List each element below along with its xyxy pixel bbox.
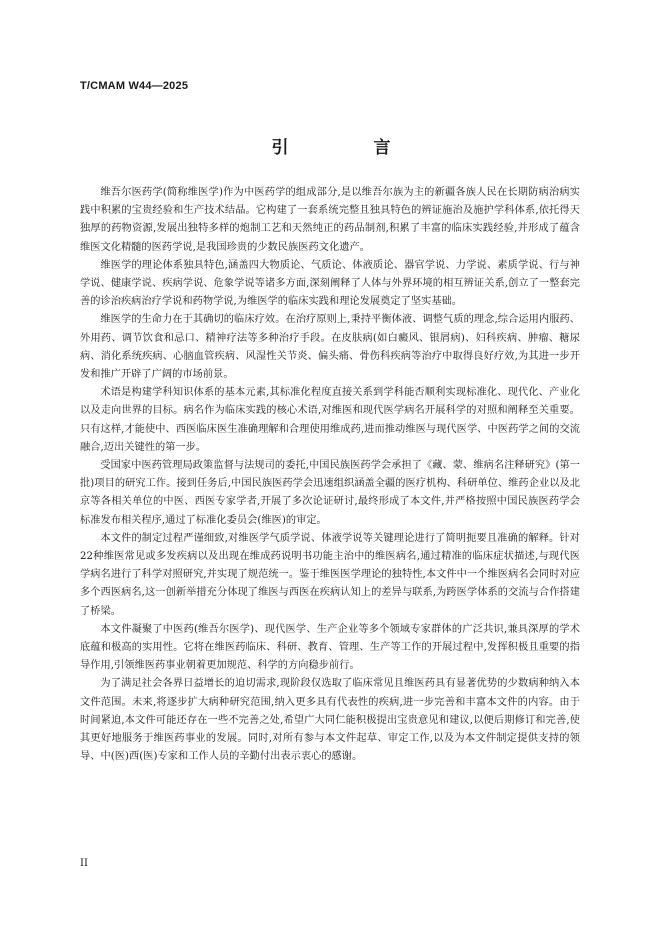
paragraph: 术语是构建学科知识体系的基本元素,其标准化程度直接关系到学科能否顺利实现标准化、现代化、产业化以及走向世界的目标。病名作为临床实践的核心术语,对维医和现代医学病名开展科学的对照和阐释至关重要。只有这样,才能使中、西医临床医生准确理解和合理使用维成药,进而推动维医与现代医学、中医药学之间的交流融合,迈出关键性的第一步。 <box>80 387 580 453</box>
paragraph: 为了满足社会各界日益增长的迫切需求,现阶段仅选取了临床常见且维医药具有显著优势的少数病种纳入本文件范围。未来,将逐步扩大病种研究范围,纳入更多具有代表性的疾病,进一步完善和丰富本文件的内容。由于时间紧迫,本文件可能还存在一些不完善之处,希望广大同仁能积极提出宝贵意见和建议,以便后期修订和完善,使其更好地服务于维医药事业的发展。同时,对所有参与本文件起草、审定工作,以及为本文件制定提供支持的领导、中(医)西(医)专家和工作人员的辛勤付出表示衷心的感谢。 <box>80 678 580 763</box>
paragraph: 本文件凝聚了中医药(维吾尔医学)、现代医学、生产企业等多个领域专家群体的广泛共识,兼具深厚的学术底蕴和极高的实用性。它将在维医药临床、科研、教育、管理、生产等工作的开展过程中,发挥积极且重要的指导作用,引领维医药事业朝着更加规范、科学的方向稳步前行。 <box>80 623 580 672</box>
standard-code: T/CMAM W44—2025 <box>80 80 189 92</box>
paragraph: 本文件的制定过程严谨细致,对维医学气质学说、体液学说等关键理论进行了简明扼要且准确的解释。针对22种维医常见或多发疾病以及出现在维成药说明书功能主治中的维医病名,通过精准的临床症状描述,与现代医学病名进行了科学对照研究,并实现了规范统一。鉴于维医医学理论的独特性,本文件中一个维医病名会同时对应多个西医病名,这一创新举措充分体现了维医与西医在疾病认知上的差异与联系,为跨医学体系的交流与合作搭建了桥梁。 <box>80 532 580 617</box>
paragraph: 维医学的理论体系独具特色,涵盖四大物质论、气质论、体液质论、器官学说、力学说、素质学说、行与神学说、健康学说、疾病学说、危象学说等诸多方面,深刻阐释了人体与外界环境的相互辨证关系,创立了一整套完善的诊治疾病治疗学说和药物学说,为维医学的临床实践和理论发展奠定了坚实基础。 <box>80 259 580 308</box>
page-number: II <box>80 858 88 869</box>
body-text <box>80 184 580 767</box>
page-title: 引 言 <box>271 138 425 158</box>
paragraph: 维医学的生命力在于其确切的临床疗效。在治疗原则上,秉持平衡体液、调整气质的理念,综合运用内服药、外用药、调节饮食和忌口、精神疗法等多种治疗手段。在皮肤病(如白癜风、银屑病)、妇科疾病、肿瘤、糖尿病、消化系统疾病、心脑血管疾病、风湿性关节炎、偏头痛、骨伤科疾病等治疗中取得良好疗效,为其进一步开发和推广开辟了广阔的市场前景。 <box>80 314 580 381</box>
paragraph: 维吾尔医药学(简称维医学)作为中医药学的组成部分,是以维吾尔族为主的新疆各族人民在长期防病治病实践中积累的宝贵经验和生产技术结晶。它构建了一套系统完整且独具特色的辨证施治及施护学科体系,依托得天独厚的药物资源,发展出独特多样的炮制工艺和天然纯正的药品制剂,积累了丰富的临床实践经验,并形成了蕴含维医文化精髓的医药学说,是我国珍贵的少数民族医药文化遗产。 <box>80 187 580 253</box>
paragraph: 受国家中医药管理局政策监督与法规司的委托,中国民族医药学会承担了《藏、蒙、维病名注释研究》(第一批)项目的研究工作。接到任务后,中国民族医药学会迅速组织涵盖全疆的医疗机构、科研单位、维药企业以及北京等各相关单位的中医、西医专家学者,开展了多次论证研讨,最终形成了本文件,并严格按照中国民族医药学会标准发布相关程序,通过了标准化委员会(维医)的审定。 <box>80 460 580 526</box>
